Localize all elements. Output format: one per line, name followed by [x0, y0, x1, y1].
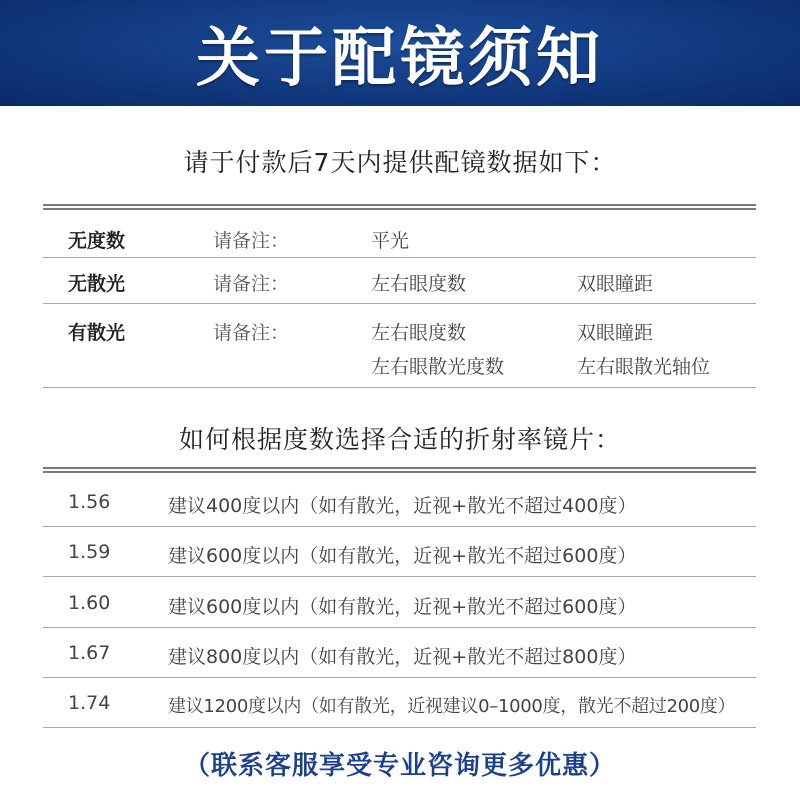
row-item: 左右眼散光度数 — [371, 356, 505, 378]
lens-desc: 建议1200度以内（如有散光，近视建议0–1000度，散光不超过200度） — [168, 696, 736, 717]
divider — [43, 257, 756, 258]
row-item: 左右眼度数 — [371, 273, 467, 295]
divider — [43, 727, 756, 728]
row-label: 有散光 — [68, 322, 126, 344]
lens-index: 1.74 — [68, 692, 111, 714]
contact-footer: （联系客服享受专业咨询更多优惠） — [183, 751, 616, 781]
divider — [43, 627, 756, 628]
divider — [43, 526, 756, 527]
row-item: 左右眼散光轴位 — [577, 356, 711, 378]
lens-desc: 建议600度以内（如有散光，近视+散光不超过600度） — [168, 596, 637, 618]
lens-desc: 建议400度以内（如有散光，近视+散光不超过400度） — [168, 495, 637, 517]
row-item: 双眼瞳距 — [577, 322, 654, 344]
divider — [43, 576, 756, 577]
lens-index: 1.59 — [68, 541, 111, 563]
lens-index: 1.56 — [68, 491, 111, 513]
row-note: 请备注： — [213, 230, 290, 252]
row-item: 平光 — [371, 230, 410, 252]
prescription-heading: 请于付款后7天内提供配镜数据如下： — [183, 148, 617, 177]
header-banner — [0, 0, 800, 106]
divider — [43, 303, 756, 304]
lens-heading: 如何根据度数选择合适的折射率镜片： — [178, 425, 621, 454]
row-label: 无度数 — [68, 230, 126, 252]
row-note: 请备注： — [213, 322, 290, 344]
row-item: 左右眼度数 — [371, 322, 467, 344]
row-note: 请备注： — [213, 273, 290, 295]
row-label: 无散光 — [68, 273, 126, 295]
lens-desc: 建议600度以内（如有散光，近视+散光不超过600度） — [168, 545, 637, 567]
divider — [43, 387, 756, 388]
lens-desc: 建议800度以内（如有散光，近视+散光不超过800度） — [168, 646, 637, 668]
lens-index: 1.60 — [68, 592, 111, 614]
banner-title: 关于配镜须知 — [196, 22, 604, 96]
lens-index: 1.67 — [68, 642, 111, 664]
prescription-top-rule — [43, 204, 756, 210]
row-item: 双眼瞳距 — [577, 273, 654, 295]
lens-top-rule — [43, 467, 756, 473]
divider — [43, 677, 756, 678]
